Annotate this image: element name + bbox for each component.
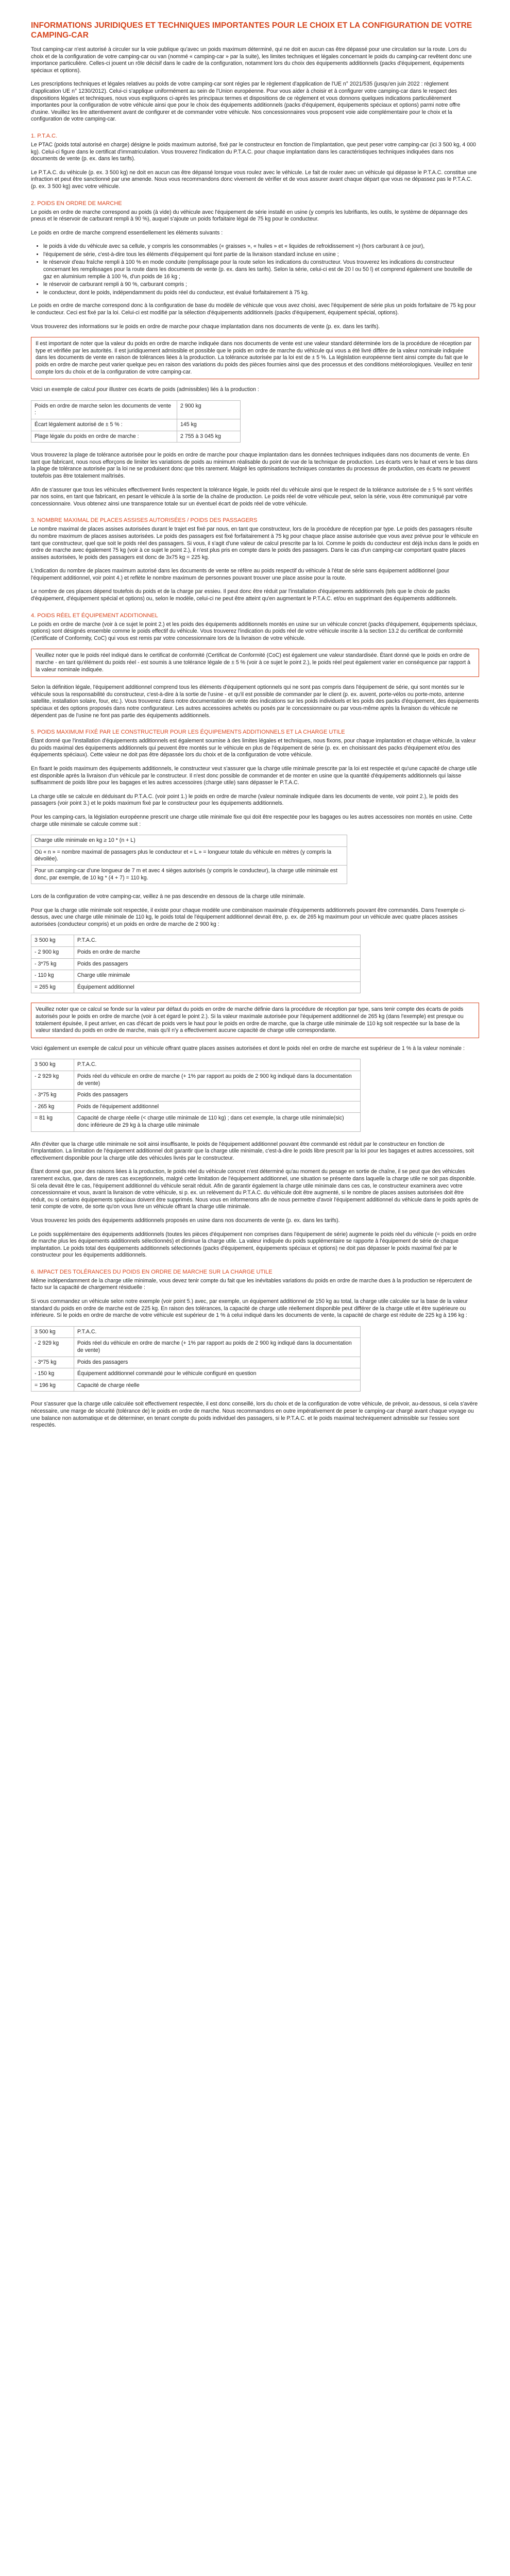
table-cell: Poids de l'équipement additionnel [74, 1101, 361, 1113]
table-row [31, 958, 361, 970]
document-page [31, 0, 479, 1429]
list-item: • l'équipement de série, c'est-à-dire tous les éléments d'équipement qui font partie de la livraison standard incluse en usine ; [43, 251, 479, 259]
table-cell: P.T.A.C. [74, 1059, 361, 1071]
table-cell: Capacité de charge réelle [74, 1380, 361, 1392]
table-cell: 2 755 à 3 045 kg [177, 431, 241, 443]
table-cell: - 2 929 kg [31, 1071, 74, 1090]
running-order-items-list [31, 243, 479, 296]
list-item: • le réservoir de carburant rempli à 90 %, carburant compris ; [43, 281, 479, 289]
table-row [31, 981, 361, 993]
list-item: • le réservoir d'eau fraîche rempli à 100 % en mode conduite (remplissage pour la route selon les indications du constructeur. Vous trouverez les indications du constructeur concernant les remplissages pour la route dans les documents de vente (p. ex. dans les tarifs). Selon la série, celui-ci est de 20 l ou 50 l) et comprend également une bouteille de gaz en aluminium remplie à 100 %, d'un poids de 16 kg ; [43, 259, 479, 280]
table-cell: 3 500 kg [31, 1326, 74, 1338]
actual-payload-calc-table [31, 1059, 361, 1131]
table-cell: = 265 kg [31, 981, 74, 993]
tolerance-example-table [31, 400, 241, 443]
list-item: • le conducteur, dont le poids, indépendamment du poids réel du conducteur, est évalué forfaitairement à 75 kg. [43, 290, 479, 297]
running-order-paragraph-2: Le poids en ordre de marche comprend essentiellement les éléments suivants : [31, 229, 223, 236]
max-weight-paragraph-2: En fixant le poids maximum des équipements additionnels, le constructeur veut s'assurer que la charge utile minimale prescrite par la loi est respectée et qu'une capacité de charge utile est disponible après la livraison d'un véhicule par le constructeur. Il n'est donc possible de commander et de monter en usine que la quantité d'équipements additionnels qui laisse suffisamment de poids libre pour les bagages et les autres accessoires (charge utile) sans dépasser le P.T.A.C. [31, 765, 477, 786]
table-cell: Poids réel du véhicule en ordre de marche (+ 1% par rapport au poids de 2 900 kg indiqué dans la documentation de vente) [74, 1071, 361, 1090]
table-cell: 3 500 kg [31, 1059, 74, 1071]
table-cell: 3 500 kg [31, 935, 74, 947]
table-row [31, 1357, 361, 1368]
running-order-paragraph-1: Le poids en ordre de marche correspond au poids (à vide) du véhicule avec l'équipement de série installé en usine (y compris les lubrifiants, les outils, le système de dépannage des pneus et le réservoir de carburant rempli à 90 %), auquel s'ajoute un poids forfaitaire légal de 75 kg pour le conducteur. [31, 209, 468, 223]
table-cell: 2 900 kg [177, 400, 241, 419]
section-heading-ptac: 1. P.T.A.C. [31, 132, 58, 139]
table-cell: Équipement additionnel [74, 981, 361, 993]
table-cell: Charge utile minimale [74, 970, 361, 982]
max-weight-paragraph-8: Afin d'éviter que la charge utile minimale ne soit ainsi insuffisante, le poids de l'équipement additionnel pouvant être commandé est réduit par le constructeur en fonction de l'implantation. La limitation de l'équipement additionnel doit garantir que la charge utile minimale, c'est-à-dire le poids libre prescrit par la loi pour les bagages et autres accessoires, soit effectivement disponible pour la charge utile des véhicules livrés par le constructeur. [31, 1141, 474, 1161]
table-cell: Poids en ordre de marche selon les documents de vente : [31, 400, 177, 419]
tolerance-impact-paragraph-1: Même indépendamment de la charge utile minimale, vous devez tenir compte du fait que les inévitables variations du poids en ordre de marche dues à la production se répercutent de facto sur la capacité de chargement résiduelle : [31, 1277, 472, 1291]
table-cell: - 150 kg [31, 1368, 74, 1380]
table-cell: Capacité de charge réelle (< charge utile minimale de 110 kg) ; dans cet exemple, la charge utile minimale(sic) donc inférieure de 29 kg à la charge utile minimale [74, 1113, 361, 1131]
table-cell: Charge utile minimale en kg ≥ 10 * (n + L) [31, 835, 347, 847]
payload-warning-box: Veuillez noter que ce calcul se fonde sur la valeur par défaut du poids en ordre de marche définie dans la procédure de réception par type, sans tenir compte des écarts de poids autorisés pour le poids en ordre de marche (voir à cet égard le point 2.). Si la valeur maximale autorisée pour l'équipement additionnel de 265 kg (dans l'exemple) est presque ou totalement épuisée, il peut arriver, en cas d'écart de poids vers le haut pour le poids en ordre de marche, que la charge utile minimale de 110 kg soit respectée sur la base de la valeur standard du poids en ordre de marche, mais qu'il n'y a effectivement aucune capacité de charge utile correspondante. [31, 1003, 479, 1038]
ptac-paragraph-2: Le P.T.A.C. du véhicule (p. ex. 3 500 kg) ne doit en aucun cas être dépassé lorsque vous roulez avec le véhicule. Le fait de rouler avec un véhicule qui dépasse le P.T.A.C. constitue une infraction et peut être sanctionné par une amende. Nous vous recommandons donc vivement de vérifier et de vous assurer avant chaque départ que vous ne dépassez pas le P.T.A.C. (p. ex. 3 500 kg) avec votre véhicule. [31, 169, 477, 190]
running-order-paragraph-3: Le poids en ordre de marche correspond donc à la configuration de base du modèle de véhicule que vous avez choisi, avec l'équipement de série plus un poids forfaitaire de 75 kg pour le conducteur. Ceci est fixé par la loi. Celui-ci est modifié par la sélection d'équipements additionnels (packs d'équipement, équipement spécial, options). [31, 302, 476, 316]
running-order-paragraph-4: Vous trouverez des informations sur le poids en ordre de marche pour chaque implantation dans nos documents de vente (p. ex. dans les tarifs). [31, 323, 380, 330]
table-cell: Où « n » = nombre maximal de passagers plus le conducteur et « L » = longueur totale du véhicule en mètres (y compris la dévoilée). [31, 846, 347, 865]
min-payload-formula-table [31, 835, 347, 884]
table-cell: - 2 900 kg [31, 947, 74, 959]
table-row [31, 1326, 361, 1338]
seats-paragraph-3: Le nombre de ces places dépend toutefois du poids et de la charge par essieu. Il peut donc être réduit par l'installation d'équipements additionnels (tels que le choix de packs d'équipement, d'équipement spécial et options) ou, selon le modèle, celui-ci ne peut être atteint qu'en augmentant le P.T.A.C. et/ou en supprimant des équipements additionnels. [31, 588, 457, 602]
page-title: INFORMATIONS JURIDIQUES ET TECHNIQUES IMPORTANTES POUR LE CHOIX ET LA CONFIGURATION DE VOTRE CAMPING-CAR [31, 21, 472, 40]
ptac-paragraph-1: Le PTAC (poids total autorisé en charge) désigne le poids maximum autorisé, fixé par le constructeur en fonction de l'implantation, que peut peser votre camping-car (ici 3 500 kg, 4 000 kg). Celui-ci figure dans le certificat d'immatriculation. Vous trouverez l'indication du P.T.A.C. pour chaque implantation dans les caractéristiques techniques indiquées dans nos documents de vente (p. ex. dans les tarifs). [31, 141, 476, 162]
table-cell: 145 kg [177, 419, 241, 431]
table-cell: Écart légalement autorisé de ± 5 % : [31, 419, 177, 431]
actual-weight-paragraph-1: Le poids en ordre de marche (voir à ce sujet le point 2.) et les poids des équipements additionnels montés en usine sur un véhicule concret (packs d'équipement, équipements spéciaux, options) sont désignés ensemble comme le poids effectif du véhicule. Vous trouverez l'indication du poids réel de votre véhicule inscrite à la section 13.2 du certificat de conformité (Certificate of Conformity, CoC) qui vous est remis par votre concessionnaire lors de la livraison de votre véhicule. [31, 621, 478, 641]
table-row [31, 1380, 361, 1392]
table-cell: - 3*75 kg [31, 1357, 74, 1368]
table-cell: - 265 kg [31, 1101, 74, 1113]
table-cell: Plage légale du poids en ordre de marche : [31, 431, 177, 443]
coc-warning-box: Veuillez noter que le poids réel indiqué dans le certificat de conformité (Certificat de Conformité (CoC) est également une valeur standardisée. Étant donné que le poids en ordre de marche - en tant qu'élément du poids réel - est soumis à une tolérance légale de ± 5 % (voir à ce sujet le point 2.), le poids réel peut également varier en conséquence par rapport à la valeur nominale indiquée. [31, 649, 479, 677]
intro-paragraph-1: Tout camping-car n'est autorisé à circuler sur la voie publique qu'avec un poids maximum déterminé, qui ne doit en aucun cas être dépassé pour une circulation sur la route. Lors du choix et de la configuration de votre camping-car ou van (nommé « camping-car » par la suite), les limites techniques et légales concernant le poids du camping-car revêtent donc une importance particulière. Celles-ci jouent un rôle décisif dans le cadre de la configuration, notamment lors du choix des équipements additionnels (packs d'équipement, équipements spéciaux et options). [31, 46, 472, 74]
tolerance-impact-paragraph-2: Si vous commandez un véhicule selon notre exemple (voir point 5.) avec, par exemple, un équipement additionnel de 150 kg au total, la charge utile calculée sur la base de la valeur standard du poids en ordre de marche est de 225 kg. En raison des tolérances, la capacité de charge utile réellement disponible peut différer de la charge utile et être supérieure ou inférieure. Si le poids en ordre de marche de votre véhicule est supérieur de 1 % à celui indiqué dans les documents de vente, la capacité de charge est réduite de 225 kg à 196 kg : [31, 1298, 468, 1319]
table-row [31, 419, 241, 431]
table-cell: P.T.A.C. [74, 935, 361, 947]
table-row [31, 1090, 361, 1101]
table-cell: - 3*75 kg [31, 1090, 74, 1101]
table-cell: Pour un camping-car d'une longueur de 7 m et avec 4 sièges autorisés (y compris le conducteur), la charge utile minimale est donc, par exemple, de 10 kg * (4 + 7) = 110 kg. [31, 865, 347, 884]
table-row [31, 431, 241, 443]
table-row [31, 846, 347, 865]
max-weight-paragraph-10: Vous trouverez les poids des équipements additionnels proposés en usine dans nos documents de vente (p. ex. dans les tarifs). [31, 1217, 340, 1224]
section-heading-tolerance-impact: 6. IMPACT DES TOLÉRANCES DU POIDS EN ORDRE DE MARCHE SUR LA CHARGE UTILE [31, 1268, 273, 1275]
tolerance-impact-calc-table [31, 1326, 361, 1392]
max-weight-paragraph-6: Pour que la charge utile minimale soit respectée, il existe pour chaque modèle une combinaison maximale d'équipements additionnels pouvant être commandés. Dans l'exemple ci-dessus, avec une charge utile minimale de 110 kg, le poids total de l'équipement additionnel devrait être, p. ex. de 265 kg maximum pour un véhicule avec quatre places assises autorisées (conducteur compris) et un poids en ordre de marche de 2 900 kg : [31, 907, 466, 927]
tolerance-impact-paragraph-3: Pour s'assurer que la charge utile calculée soit effectivement respectée, il est donc conseillé, lors du choix et de la configuration de votre véhicule, de prévoir, au-dessous, si cela s'avère nécessaire, une marge de sécurité (tolérance de) le poids en ordre de marche. Nous recommandons en outre impérativement de peser le camping-car chargé avant chaque voyage ou une balance non automatique et de déterminer, en tenant compte du poids individuel des passagers, si le P.T.A.C. et le poids maximal techniquement admissible sur l'essieu sont respectés. [31, 1401, 478, 1429]
table-cell: - 3*75 kg [31, 958, 74, 970]
table-cell: Poids des passagers [74, 1357, 361, 1368]
table-cell: Poids réel du véhicule en ordre de marche (+ 1% par rapport au poids de 2 900 kg indiqué dans la documentation de vente) [74, 1338, 361, 1357]
section-heading-actual-weight: 4. POIDS RÉEL ET ÉQUIPEMENT ADDITIONNEL [31, 612, 158, 619]
max-weight-paragraph-3: La charge utile se calcule en déduisant du P.T.A.C. (voir point 1.) le poids en ordre de marche (valeur nominale indiquée dans les documents de vente, voir point 2.), le poids des passagers (voir point 3.) et le poids maximum fixé par le constructeur pour les équipements additionnels. [31, 793, 458, 807]
seats-paragraph-1: Le nombre maximal de places assises autorisées durant le trajet est fixé par nous, en tant que constructeur, lors de la procédure de réception par type. Le poids des passagers résulte du nombre maximum de places assises autorisées. Le poids des passagers est fixé forfaitairement à 75 kg pour chaque place assise autorisée que vous avez prévue pour le véhicule en tant que constructeur, quel que soit le poids réel des passagers. Si vous, il s'agit d'une valeur de calcul prescrite par la loi. Comme le poids du conducteur est déjà inclus dans le poids en ordre de marche avec également 75 kg (voir à ce sujet le point 2.), il n'est plus pris en compte dans le poids des passagers. Dans le cas d'un camping-car comportant quatre places assises autorisées, le poids des passagers est donc de 3x75 kg = 225 kg. [31, 526, 479, 561]
table-row [31, 1059, 361, 1071]
table-row [31, 970, 361, 982]
seats-paragraph-2: L'indication du nombre de places maximum autorisé dans les documents de vente se réfère au poids respectif du véhicule à l'état de série sans équipement additionnel (pour l'équipement additionnel, voir point 4.) et reflète le nombre maximum de personnes pouvant trouver une place assise pour la route. [31, 568, 449, 581]
table-row [31, 935, 361, 947]
table-row [31, 1368, 361, 1380]
table-row [31, 865, 347, 884]
table-cell: = 196 kg [31, 1380, 74, 1392]
max-weight-paragraph-1: Étant donné que l'installation d'équipements additionnels est également soumise à des limites légales et techniques, nous fixons, pour chaque implantation et chaque véhicule, la valeur du poids maximal des équipements additionnels qui peuvent être montés sur le véhicule en plus de l'équipement de série (p. ex. en choisissant des packs d'équipement et/ou des équipements spéciaux). Cette valeur ne doit pas être dépassée lors du choix et de la configuration de votre véhicule. [31, 738, 476, 758]
running-order-paragraph-6: Afin de s'assurer que tous les véhicules effectivement livrés respectent la tolérance légale, le poids réel du véhicule ainsi que le respect de la tolérance autorisée de ± 5 % sont vérifiés par nos soins, en tant que fabricant, en pesant le véhicule à la sortie de la chaîne de production. Le poids réel de votre véhicule peut, selon la série, vous être communiqué par votre concessionnaire. Vous obtenez ainsi une transparence totale sur un éventuel écart de poids réel de votre véhicule. [31, 486, 473, 507]
tolerance-warning-box: Il est important de noter que la valeur du poids en ordre de marche indiquée dans nos documents de vente est une valeur standard déterminée lors de la procédure de réception par type et vérifiée par les autorités. Il est juridiquement admissible et possible que le poids en ordre de marche du véhicule qui vous a été livré diffère de la valeur nominale indiquée dans les documents de vente en raison de tolérances liées à la production. La tolérance autorisée par la loi est de ± 5 %. La législation européenne tient ainsi compte du fait que le poids en ordre de marche peut varier quelque peu en raison des variations du poids des pièces fournies ainsi que des processus et des conditions météorologiques. Veuillez en tenir compte lors du choix et de la configuration de votre camping-car. [31, 337, 479, 379]
max-weight-paragraph-5: Lors de la configuration de votre camping-car, veillez à ne pas descendre en dessous de la charge utile minimale. [31, 893, 305, 900]
max-weight-paragraph-4: Pour les camping-cars, la législation européenne prescrit une charge utile minimale fixe qui doit être respectée pour les bagages ou les autres accessoires non montés en usine. Cette charge utile minimale se calcule comme suit : [31, 814, 472, 827]
table-row [31, 1113, 361, 1131]
max-weight-paragraph-9: Étant donné que, pour des raisons liées à la production, le poids réel du véhicule concret n'est déterminé qu'au moment du pesage en sortie de chaîne, il se peut que des véhicules rarement exclus, que, dans de rares cas exceptionnels, malgré cette limitation de l'équipement additionnel, une situation se présente dans laquelle la charge utile ne soit pas disponible. Si cela devait être le cas, l'équipement additionnel du véhicule serait réduit. Afin de garantir également la charge utile minimale dans ces cas, le constructeur examinera avec votre concessionnaire et vous, avant la livraison de votre véhicule, si p. ex. un relèvement du P.T.A.C. du véhicule doit être augmenté, si le nombre de places assises autorisées doit être réduit, ou si certains équipements spéciaux doivent être supprimés. Nous vous en informerons afin de nous permettre d'avoir l'équipement additionnel du véhicule dans le poids après de tenir compte de votre, de sorte qu'on vous livre un véhicule offrant la charge utile minimale. [31, 1168, 479, 1210]
list-item: • le poids à vide du véhicule avec sa cellule, y compris les consommables (« graisses », « huiles » et « liquides de refroidissement ») (hors carburant à ce jour), [43, 243, 479, 250]
table-cell: = 81 kg [31, 1113, 74, 1131]
table-cell: - 110 kg [31, 970, 74, 982]
table-cell: P.T.A.C. [74, 1326, 361, 1338]
max-weight-paragraph-7: Voici également un exemple de calcul pour un véhicule offrant quatre places assises autorisées et dont le poids réel en ordre de marche est supérieur de 1 % à la valeur nominale : [31, 1045, 465, 1052]
table-row [31, 835, 347, 847]
table-cell: - 2 929 kg [31, 1338, 74, 1357]
section-heading-max-weight: 5. POIDS MAXIMUM FIXÉ PAR LE CONSTRUCTEUR POUR LES ÉQUIPEMENTS ADDITIONNELS ET LA CHARGE UTILE [31, 729, 345, 736]
section-heading-running-order-weight: 2. POIDS EN ORDRE DE MARCHE [31, 200, 122, 207]
table-cell: Poids en ordre de marche [74, 947, 361, 959]
table-row [31, 1071, 361, 1090]
table-cell: Poids des passagers [74, 1090, 361, 1101]
max-weight-paragraph-11: Le poids supplémentaire des équipements additionnels (toutes les pièces d'équipement non comprises dans l'équipement de série) augmente le poids réel du véhicule (= poids en ordre de marche plus les équipements additionnels sélectionnés) et diminue la charge utile. La valeur indiquée du poids supplémentaire se rapporte à l'équipement de série de chaque implantation. Le poids total des équipements additionnels sélectionnés (packs d'équipement, équipements spéciaux et options) ne doit pas dépasser le poids maximal fixé par le constructeur pour les équipements additionnels. [31, 1231, 477, 1259]
additional-equipment-calc-table [31, 935, 361, 993]
table-row [31, 400, 241, 419]
actual-weight-paragraph-2: Selon la définition légale, l'équipement additionnel comprend tous les éléments d'équipement optionnels qui ne sont pas compris dans l'équipement de série, qui sont montés sur le véhicule sous la responsabilité du constructeur, c'est-à-dire à la sortie de l'usine - et qu'il est possible de commander par le client (p. ex. auvent, porte-vélos ou porte-moto, antenne satellite, installation solaire, four, etc.). Vous trouverez dans notre documentation de vente des indications sur les poids individuels et les poids des packs d'équipement, des équipements spéciaux et des options proposés dans notre configurateur. Les autres accessoires achetés ou posés par le concessionnaire ou par vous-même après la livraison du véhicule ne dépendent pas de l'usine ne font pas partie des équipements additionnels. [31, 684, 479, 719]
running-order-paragraph-5: Vous trouverez la plage de tolérance autorisée pour le poids en ordre de marche pour chaque implantation dans les données techniques indiquées dans nos documents de vente. En tant que fabricant, nous nous efforçons de limiter les variations de poids au minimum réalisable du point de vue de la technique de production. Les écarts vers le haut et vers le bas dans la plage de tolérance autorisée par la loi ne se produisent donc que très rarement. Malgré les optimisations techniques constantes du processus de production, ces écarts ne peuvent toutefois pas être totalement maîtrisés. [31, 452, 478, 479]
table-row [31, 947, 361, 959]
table-cell: Poids des passagers [74, 958, 361, 970]
section-heading-seats: 3. NOMBRE MAXIMAL DE PLACES ASSISES AUTORISÉES / POIDS DES PASSAGERS [31, 517, 258, 524]
intro-paragraph-2: Les prescriptions techniques et légales relatives au poids de votre camping-car sont régies par le règlement d'application de l'UE n° 2021/535 (jusqu'en juin 2022 : règlement d'application UE n° 1230/2012). Celui-ci s'applique uniformément au sein de l'Union européenne. Pour vous aider à choisir et à configurer votre camping-car dans le respect des dispositions légales et techniques, nous vous expliquons ci-après les principaux termes et dispositions de ce règlement et vous donnons quelques indications particulièrement importantes pour la configuration de votre véhicule ainsi que pour le choix des équipements additionnels (packs d'équipement, équipements spéciaux et options) parmi notre offre d'usine. Veuillez les lire attentivement avant de configurer et de commander votre véhicule. Nos concessionnaires vous proposent voie aide complémentaire pour le choix et la configuration de votre camping-car. [31, 81, 461, 123]
table-row [31, 1338, 361, 1357]
table-cell: Équipement additionnel commandé pour le véhicule configuré en question [74, 1368, 361, 1380]
example-intro: Voici un exemple de calcul pour illustrer ces écarts de poids (admissibles) liés à la production : [31, 386, 259, 393]
table-row [31, 1101, 361, 1113]
